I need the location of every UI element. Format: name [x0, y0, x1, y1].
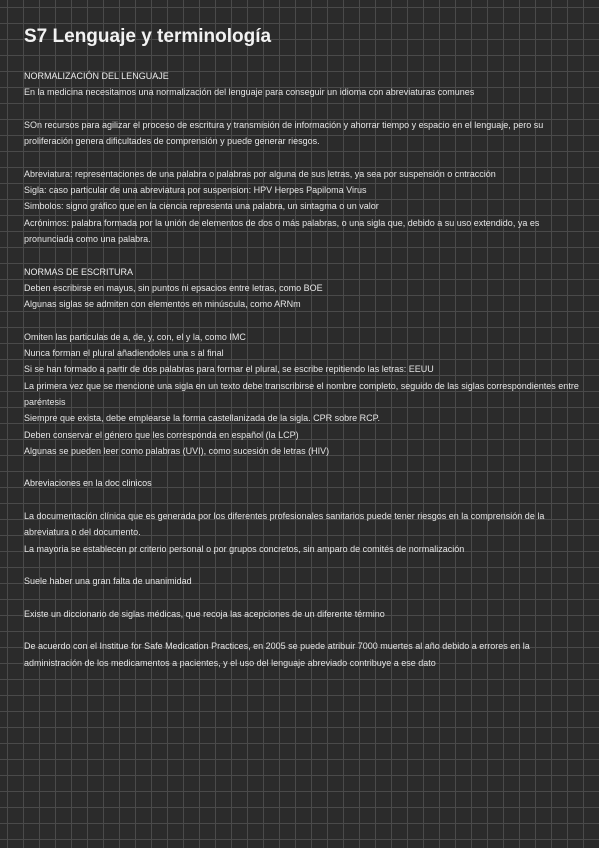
section-heading: Abreviaciones en la doc clinicos: [24, 478, 152, 489]
text-line: La primera vez que se mencione una sigla en un texto debe transcribirse el nombre completo, seguido de las siglas correspondientes entre paréntesis: [24, 380, 579, 407]
document-body: [24, 68, 579, 671]
paragraph-gap: [24, 557, 579, 573]
text-line: La mayoria se establecen pr criterio personal o por grupos concretos, sin amparo de comités de normalización: [24, 543, 465, 554]
text-line: Algunas siglas se admiten con elementos en minúscula, como ARNm: [24, 299, 301, 310]
text-line: La documentación clínica que es generada por los diferentes profesionales sanitarios puede tener riesgos en la comprensión de la abreviatura o del documento.: [24, 511, 545, 538]
section-heading: NORMALIZACIÓN DEL LENGUAJE: [24, 71, 169, 81]
text-line: Nunca forman el plural añadiendoles una s al final: [24, 348, 224, 359]
text-line: Siempre que exista, debe emplearse la forma castellanizada de la sigla. CPR sobre RCP.: [24, 413, 381, 424]
paragraph-gap: [24, 590, 579, 606]
text-line: Acrónimos: palabra formada por la unión de elementos de dos o más palabras, o una sigla que, debido a su uso extendido, ya es pronunciada como una palabra.: [24, 217, 540, 244]
paragraph-gap: [24, 459, 579, 475]
paragraph-gap: [24, 622, 579, 638]
text-line: De acuerdo con el Institue for Safe Medication Practices, en 2005 se puede atribuir 7000 muertes al año debido a errores en la administración de los medicamentos a pacientes, y el uso del lenguaje abreviado contribuye a ese dato: [24, 641, 530, 668]
section-heading: NORMAS DE ESCRITURA: [24, 266, 134, 277]
text-line: Suele haber una gran falta de unanimidad: [24, 576, 192, 587]
text-line: Omiten las particulas de a, de, y, con, el y la, como IMC: [24, 331, 246, 342]
text-line: SOn recursos para agilizar el proceso de escritura y transmisión de información y ahorrar tiempo y espacio en el lenguaje, pero su proliferación genera dificultades de comprensión y puede generar riesgos.: [24, 119, 544, 147]
text-line: Abreviatura: representaciones de una palabra o palabras por alguna de sus letras, ya sea por suspensión o cntracción: [24, 168, 496, 179]
text-line: Si se han formado a partir de dos palabras para formar el plural, se escribe repitiendo las letras: EEUU: [24, 364, 434, 375]
page-title: S7 Lenguaje y terminología: [24, 26, 272, 47]
paragraph-gap: [24, 101, 579, 117]
paragraph-gap: [24, 312, 579, 328]
text-line: Deben escribirse en mayus, sin puntos ni epsacios entre letras, como BOE: [24, 282, 323, 293]
paragraph-gap: [24, 492, 579, 508]
text-line: Algunas se pueden leer como palabras (UVI), como sucesión de letras (HIV): [24, 445, 330, 456]
paragraph-gap: [24, 247, 579, 263]
text-line: Deben conservar el género que les corresponda en español (la LCP): [24, 429, 299, 440]
paragraph-gap: [24, 149, 579, 165]
text-line: Simbolos: signo gráfico que en la ciencia representa una palabra, un sintagma o un valor: [24, 201, 379, 212]
text-line: Existe un diccionario de siglas médicas, que recoja las acepciones de un diferente término: [24, 608, 385, 619]
text-line: Sigla: caso particular de una abreviatura por suspension: HPV Herpes Papiloma Virus: [24, 185, 367, 196]
text-line: En la medicina necesitamos una normalización del lenguaje para conseguir un idioma con abreviaturas comunes: [24, 87, 475, 98]
